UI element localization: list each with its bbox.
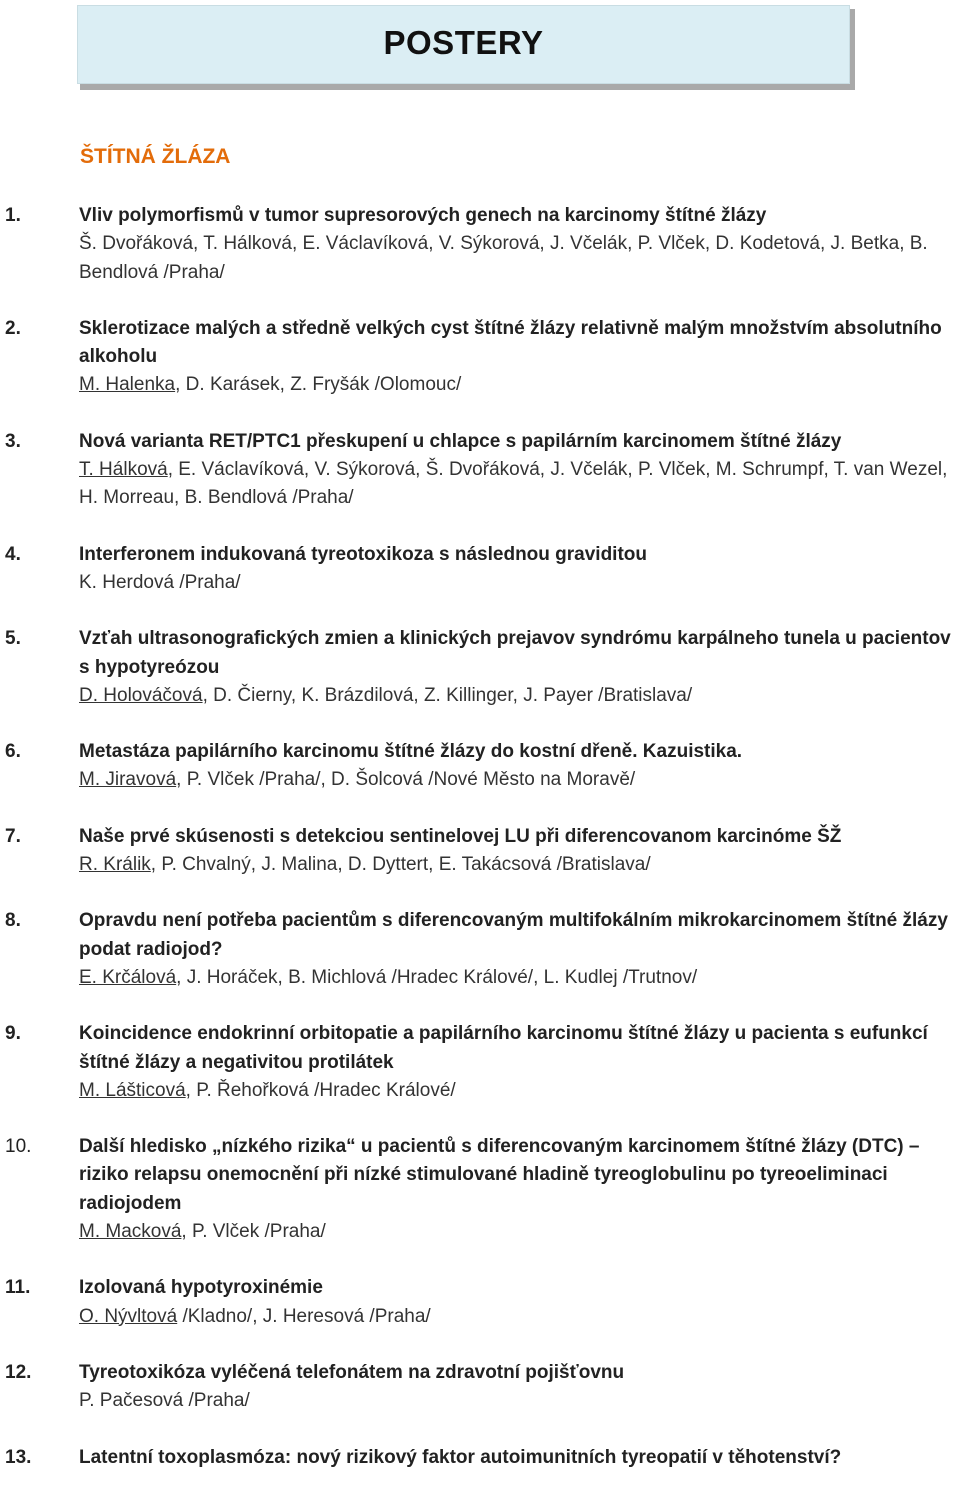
list-item: [0, 1020, 960, 1105]
other-authors: , P. Vlček /Praha/: [181, 1221, 326, 1243]
first-author: O. Nývltová: [79, 1305, 178, 1327]
list-item: [0, 1359, 960, 1416]
item-title: Sklerotizace malých a středně velkých cyst štítné žlázy relativně malým množstvím absolutního alkoholu: [79, 317, 942, 368]
first-author: E. Krčálová: [79, 966, 177, 988]
section-heading: ŠTÍTNÁ ŽLÁZA: [80, 145, 231, 168]
item-title: Vliv polymorfismů v tumor supresorových genech na karcinomy štítné žlázy: [79, 205, 767, 226]
item-title: Tyreotoxikóza vyléčená telefonátem na zdravotní pojišťovnu: [79, 1361, 625, 1383]
list-item: [0, 738, 960, 795]
list-item: [0, 315, 960, 400]
other-authors: K. Herdová /Praha/: [79, 571, 241, 593]
item-title: Interferonem indukovaná tyreotoxikoza s následnou graviditou: [79, 543, 647, 565]
other-authors: /Kladno/, J. Heresová /Praha/: [177, 1305, 431, 1327]
item-number: 13.: [5, 1446, 32, 1468]
first-author: D. Holováčová: [79, 684, 203, 706]
first-author: R. Králik: [79, 854, 151, 876]
item-title: Naše prvé skúsenosti s detekciou sentinelovej LU při diferencovanom karcinóme ŠŽ: [79, 825, 842, 847]
item-title: Izolovaná hypotyroxinémie: [79, 1277, 323, 1299]
other-authors: , D. Čierny, K. Brázdilová, Z. Killinger, J. Payer /Bratislava/: [202, 684, 693, 706]
first-author: M. Jiravová: [79, 769, 177, 791]
item-title: Nová varianta RET/PTC1 přeskupení u chlapce s papilárním karcinomem štítné žlázy: [79, 430, 842, 452]
other-authors: , D. Karásek, Z. Fryšák /Olomouc/: [175, 374, 462, 396]
other-authors: , P. Řehořková /Hradec Králové/: [185, 1079, 456, 1101]
list-item: [0, 1274, 960, 1331]
item-number: 10.: [5, 1136, 32, 1158]
item-number: 1.: [5, 205, 21, 226]
list-item: [0, 625, 960, 710]
item-title: Opravdu není potřeba pacientům s diferencovaným multifokálním mikrokarcinomem štítné žlázy podat radiojod?: [79, 910, 948, 960]
list-item: [0, 1133, 960, 1246]
poster-list: [0, 202, 960, 1500]
item-title: Další hledisko „nízkého rizika“ u pacientů s diferencovaným karcinomem štítné žlázy (DTC) – riziko relapsu onemocnění při nízké stimulované hladině tyreoglobulinu po tyreoeliminaci radiojodem: [79, 1136, 920, 1214]
item-number: 11.: [5, 1277, 31, 1299]
other-authors: Š. Dvořáková, T. Hálková, E. Václavíková, V. Sýkorová, J. Včelák, P. Vlček, D. Kodetová, J. Betka, B. Bendlová /Praha/: [79, 233, 928, 283]
other-authors: , J. Horáček, B. Michlová /Hradec Králové/, L. Kudlej /Trutnov/: [176, 966, 698, 988]
first-author: T. Hálková: [79, 459, 168, 481]
item-number: 2.: [5, 317, 21, 339]
list-item: [0, 428, 960, 513]
list-item: [0, 202, 960, 287]
item-number: 5.: [5, 628, 21, 650]
item-number: 8.: [5, 910, 21, 932]
item-title: Koincidence endokrinní orbitopatie a papilárního karcinomu štítné žlázy u pacienta s eufunkcí štítné žlázy a negativitou protilátek: [79, 1023, 928, 1073]
item-title: Metastáza papilárního karcinomu štítné žlázy do kostní dřeně. Kazuistika.: [79, 741, 743, 763]
item-title: Latentní toxoplasmóza: nový rizikový faktor autoimunitních tyreopatií v těhotenství?: [79, 1446, 842, 1468]
first-author: M. Halenka: [79, 374, 176, 396]
item-title: Vzťah ultrasonografických zmien a klinických prejavov syndrómu karpálneho tunela u pacientov s hypotyreózou: [79, 628, 951, 678]
item-number: 9.: [5, 1023, 21, 1045]
other-authors: , P. Vlček /Praha/, D. Šolcová /Nové Město na Moravě/: [176, 769, 636, 791]
title-banner: [77, 5, 850, 84]
other-authors: , E. Václavíková, V. Sýkorová, Š. Dvořáková, J. Včelák, P. Vlček, M. Schrumpf, T. van Wezel, H. Morreau, B. Bendlová /Praha/: [79, 459, 948, 509]
item-number: 4.: [5, 543, 21, 565]
first-author: M. Macková: [79, 1221, 182, 1243]
other-authors: , P. Chvalný, J. Malina, D. Dyttert, E. Takácsová /Bratislava/: [150, 854, 651, 876]
item-number: 3.: [5, 430, 21, 452]
list-item: [0, 1444, 960, 1472]
first-author: M. Lášticová: [79, 1079, 186, 1101]
list-item: [0, 907, 960, 992]
item-number: 12.: [5, 1361, 32, 1383]
list-item: [0, 541, 960, 598]
page-title: POSTERY: [383, 24, 544, 61]
other-authors: P. Pačesová /Praha/: [79, 1390, 250, 1412]
item-number: 7.: [5, 825, 21, 847]
item-number: 6.: [5, 741, 21, 763]
list-item: [0, 823, 960, 880]
